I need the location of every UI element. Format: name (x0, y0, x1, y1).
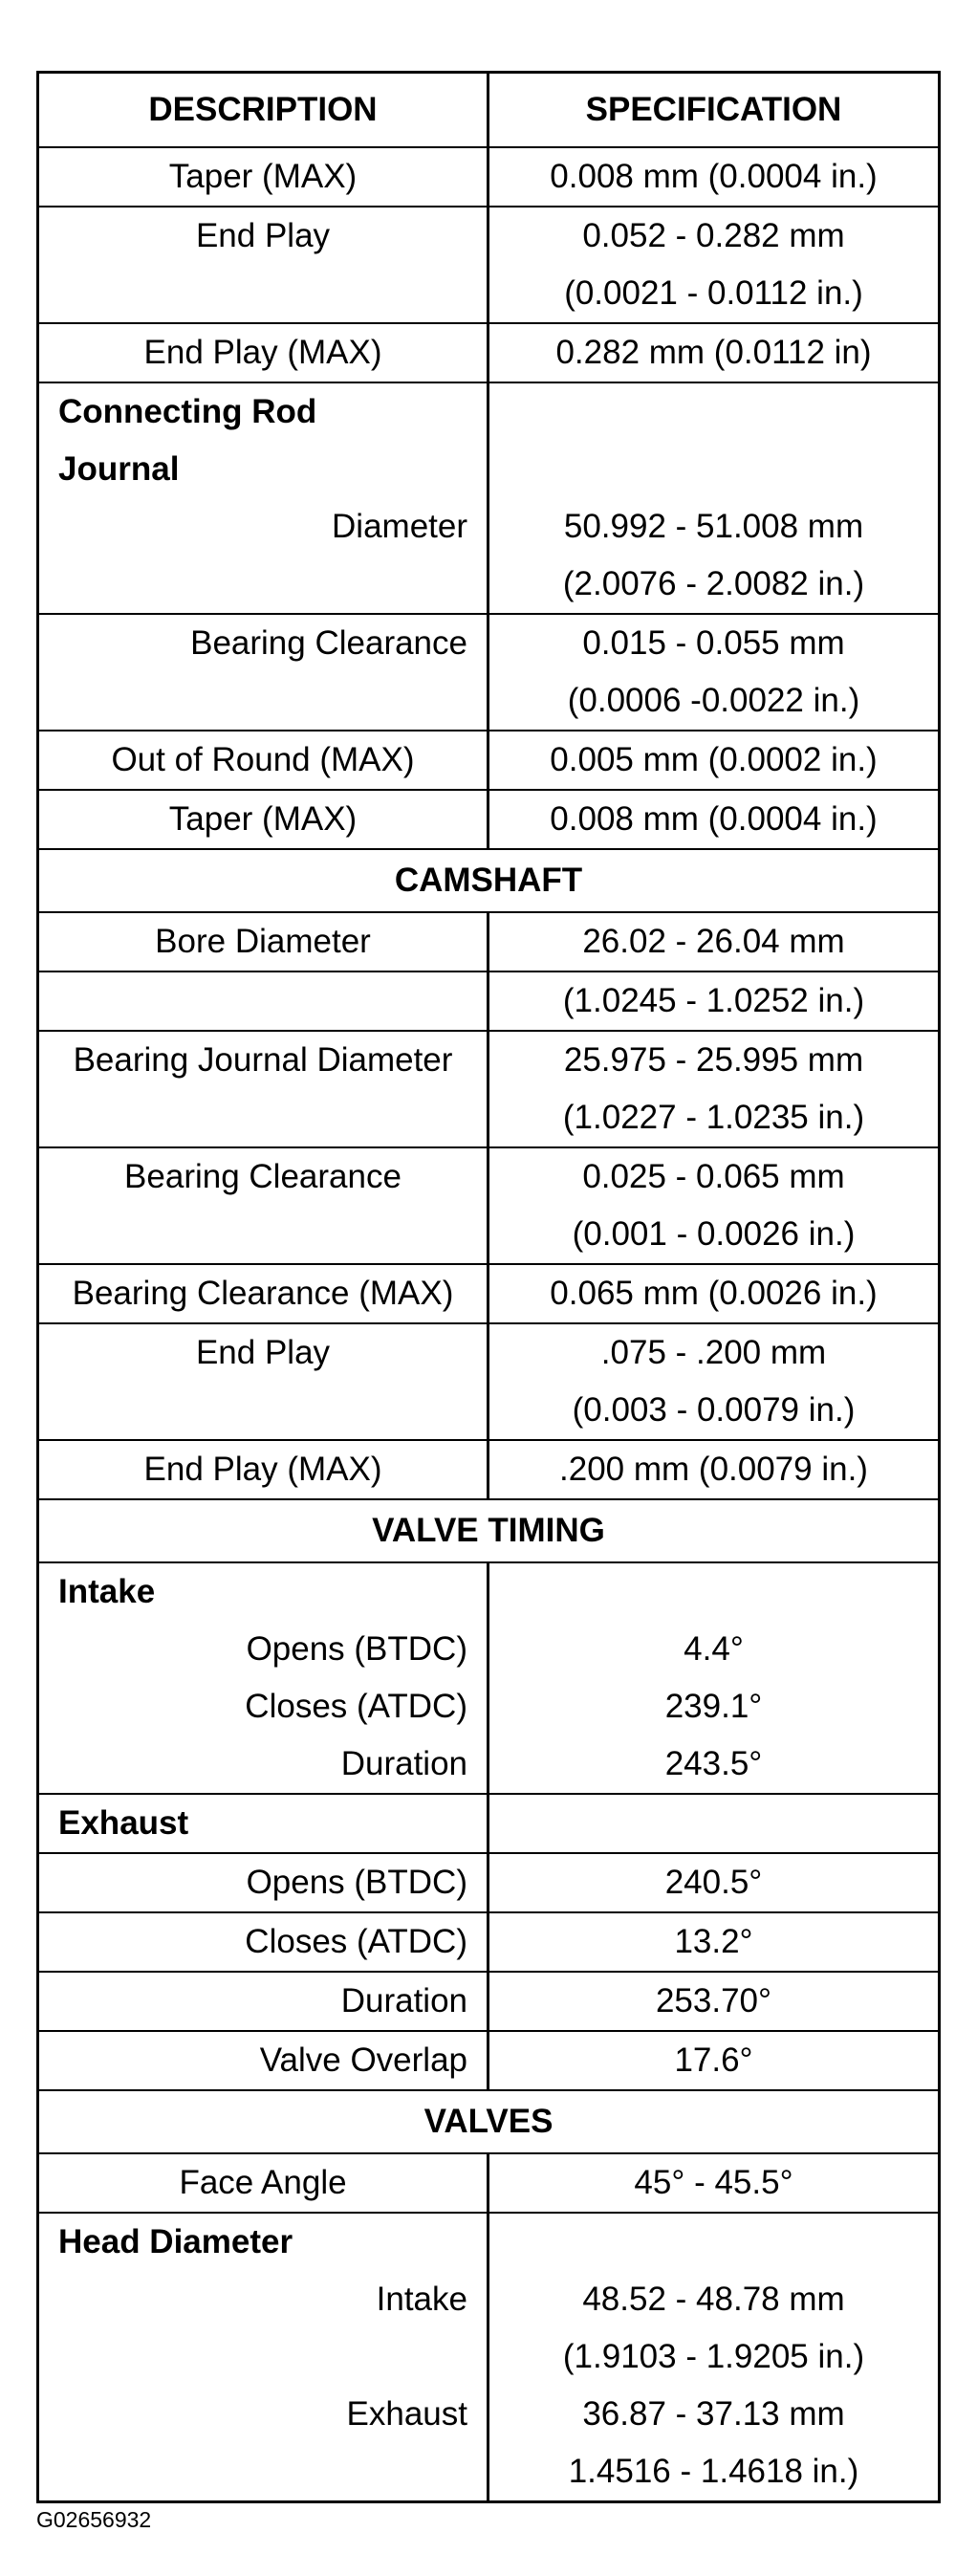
header-description: DESCRIPTION (148, 91, 378, 128)
row-spec: 48.52 - 48.78 mm (582, 2281, 845, 2318)
table-row (39, 2030, 938, 2089)
row-description: End Play (195, 217, 331, 254)
row-description: Closes (ATDC) (245, 1688, 467, 1725)
row-spec: 50.992 - 51.008 mm (563, 508, 864, 545)
row-description: Opens (BTDC) (246, 1864, 467, 1901)
row-spec: 243.5° (664, 1745, 763, 1782)
row-spec: 0.282 mm (0.0112 in) (555, 334, 872, 371)
row-description: Taper (MAX) (168, 800, 358, 838)
row-description: Opens (BTDC) (246, 1630, 467, 1668)
group-title: Head Diameter (58, 2223, 293, 2260)
row-description: Valve Overlap (259, 2041, 467, 2079)
row-spec: 0.005 mm (0.0002 in.) (550, 741, 878, 778)
row-spec: 0.008 mm (0.0004 in.) (550, 800, 878, 838)
table-row (39, 730, 938, 789)
row-spec: 4.4° (684, 1630, 744, 1668)
row-description: Bearing Clearance (124, 1158, 402, 1195)
row-description: End Play (195, 1334, 331, 1371)
table-row (39, 911, 938, 971)
row-spec: (0.001 - 0.0026 in.) (572, 1215, 856, 1253)
row-description: Duration (340, 1745, 467, 1782)
row-description: End Play (MAX) (143, 1451, 382, 1488)
table-row (39, 2212, 938, 2500)
section-header-valves (39, 2089, 938, 2152)
group-title: Journal (58, 450, 180, 488)
table-row (39, 382, 938, 613)
row-spec: 25.975 - 25.995 mm (563, 1041, 864, 1079)
row-spec: (1.0227 - 1.0235 in.) (562, 1099, 865, 1136)
group-title: Exhaust (58, 1804, 189, 1842)
table-row (39, 1263, 938, 1322)
row-spec: .200 mm (0.0079 in.) (559, 1451, 868, 1488)
table-header (39, 74, 938, 146)
table-row (39, 1971, 938, 2030)
row-spec: (0.0021 - 0.0112 in.) (564, 274, 863, 312)
row-description: Bearing Clearance (MAX) (72, 1275, 454, 1312)
table-row (39, 1561, 938, 1793)
section-header-valve-timing (39, 1498, 938, 1561)
table-row (39, 789, 938, 848)
row-spec: 239.1° (664, 1688, 763, 1725)
table-row (39, 1793, 938, 1852)
row-spec: 36.87 - 37.13 mm (582, 2395, 845, 2433)
row-description: Exhaust (346, 2395, 467, 2433)
table-row (39, 1322, 938, 1439)
row-description: Bearing Journal Diameter (73, 1041, 453, 1079)
row-description: Bore Diameter (155, 923, 371, 960)
group-title: Intake (58, 1573, 156, 1610)
section-header-camshaft (39, 848, 938, 911)
row-description: End Play (MAX) (143, 334, 382, 371)
section-title: CAMSHAFT (394, 862, 583, 899)
header-specification: SPECIFICATION (585, 91, 842, 128)
section-title: VALVE TIMING (372, 1512, 605, 1549)
row-description: Closes (ATDC) (245, 1923, 467, 1960)
table-row (39, 2152, 938, 2212)
table-row (39, 1852, 938, 1911)
group-title: Connecting Rod (58, 393, 317, 430)
row-description: Taper (MAX) (168, 158, 358, 195)
row-spec: 0.025 - 0.065 mm (582, 1158, 845, 1195)
row-spec: 0.065 mm (0.0026 in.) (550, 1275, 878, 1312)
row-spec: (1.9103 - 1.9205 in.) (562, 2338, 865, 2375)
row-spec: (0.003 - 0.0079 in.) (572, 1391, 856, 1429)
row-spec: 253.70° (655, 1982, 772, 2019)
table-row (39, 1030, 938, 1146)
row-spec: (0.0006 -0.0022 in.) (567, 682, 860, 719)
row-spec: 45° - 45.5° (634, 2164, 793, 2201)
row-spec: .075 - .200 mm (600, 1334, 827, 1371)
table-row (39, 322, 938, 382)
row-spec: (1.0245 - 1.0252 in.) (562, 982, 865, 1019)
spec-table (36, 71, 941, 2503)
row-spec: 0.052 - 0.282 mm (582, 217, 845, 254)
table-row (39, 971, 938, 1030)
row-spec: 0.008 mm (0.0004 in.) (550, 158, 878, 195)
table-row (39, 1439, 938, 1498)
section-title: VALVES (423, 2103, 554, 2140)
table-row (39, 146, 938, 206)
row-spec: 240.5° (664, 1864, 763, 1901)
row-description: Diameter (332, 508, 467, 545)
row-spec: 1.4516 - 1.4618 in.) (568, 2453, 859, 2490)
row-spec: 13.2° (674, 1923, 753, 1960)
table-row (39, 206, 938, 322)
row-description: Out of Round (MAX) (111, 741, 415, 778)
table-row (39, 1911, 938, 1971)
table-row (39, 613, 938, 730)
row-description: Duration (340, 1982, 467, 2019)
row-spec: 26.02 - 26.04 mm (582, 923, 845, 960)
row-description: Face Angle (179, 2164, 347, 2201)
row-description: Bearing Clearance (190, 624, 467, 662)
row-description: Intake (376, 2281, 467, 2318)
figure-id: G02656932 (36, 2507, 152, 2532)
row-spec: 17.6° (674, 2041, 753, 2079)
table-row (39, 1146, 938, 1263)
row-spec: (2.0076 - 2.0082 in.) (562, 565, 865, 602)
row-spec: 0.015 - 0.055 mm (582, 624, 845, 662)
